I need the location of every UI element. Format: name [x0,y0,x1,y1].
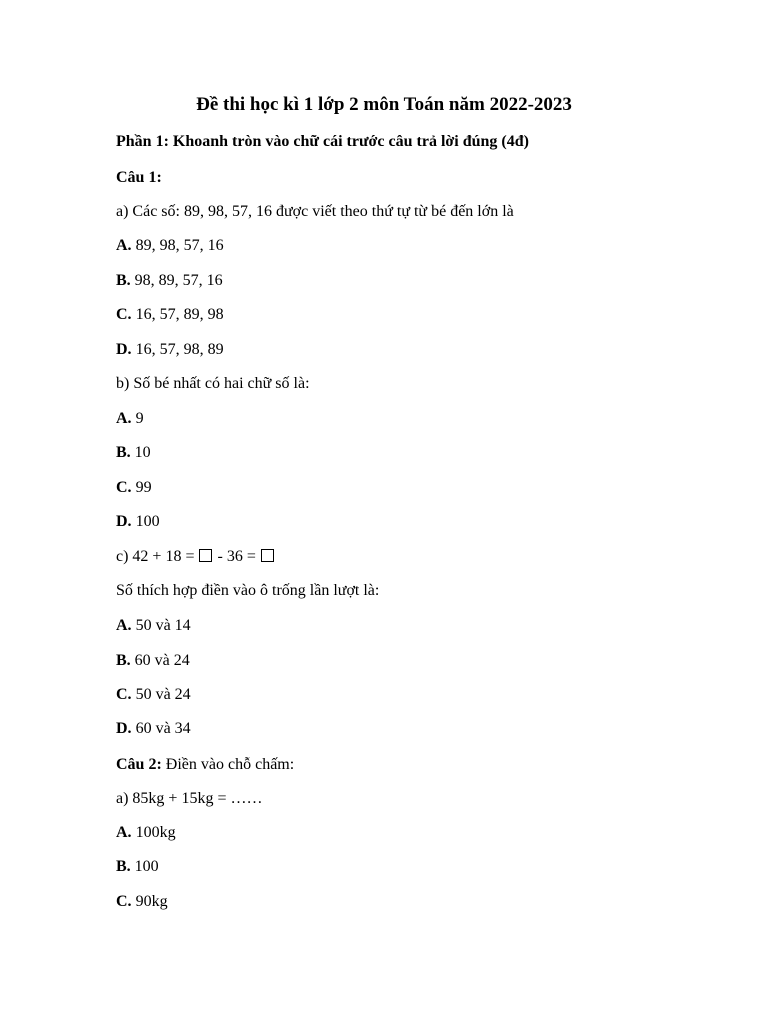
q2-label: Câu 2: [116,756,162,773]
option-text: 89, 98, 57, 16 [131,237,224,254]
q1a-option-c [116,304,224,326]
option-text: 9 [131,410,144,427]
option-text: 98, 89, 57, 16 [130,272,223,289]
option-text: 60 và 34 [131,720,191,737]
option-text: 60 và 24 [130,652,190,669]
option-text: 16, 57, 89, 98 [131,306,224,323]
option-letter: C. [116,893,132,910]
q1c-prompt: Số thích hợp điền vào ô trống lần lượt là: [116,582,380,599]
blank-box-icon [261,549,274,562]
option-text: 90kg [131,893,168,910]
option-letter: B. [116,858,131,875]
option-letter: B. [116,652,131,669]
option-letter: A. [116,617,132,634]
option-text: 100 [131,513,160,530]
expression-part: - 36 = [213,548,260,565]
q1c-option-d [116,718,191,740]
document-title: Đề thi học kì 1 lớp 2 môn Toán năm 2022-2023 [196,94,572,115]
option-letter: C. [116,306,132,323]
q1a-option-b [116,270,223,292]
option-text: 16, 57, 98, 89 [131,341,224,358]
option-letter: B. [116,444,131,461]
part1-heading: Phần 1: Khoanh tròn vào chữ cái trước câu trả lời đúng (4đ) [116,133,529,150]
option-text: 50 và 24 [131,686,191,703]
option-text: 50 và 14 [131,617,191,634]
q1c-option-c [116,684,191,706]
option-letter: A. [116,824,132,841]
q2a-option-a [116,822,176,844]
q1a-option-d [116,339,224,361]
option-text: 99 [131,479,152,496]
q2a-option-c [116,891,168,913]
q1-heading: Câu 1: [116,169,162,186]
q1c-expression [116,546,275,568]
q1c-option-b [116,650,190,672]
option-letter: D. [116,341,132,358]
option-text: 10 [130,444,151,461]
expression-part: c) 42 + 18 = [116,548,199,565]
blank-box-icon [199,549,212,562]
q1b-question: b) Số bé nhất có hai chữ số là: [116,375,310,392]
q1a-question: a) Các số: 89, 98, 57, 16 được viết theo thứ tự từ bé đến lớn là [116,203,514,220]
option-letter: C. [116,686,132,703]
q1b-option-d [116,511,160,533]
q1a-option-a [116,235,224,257]
option-letter: A. [116,237,132,254]
option-letter: A. [116,410,132,427]
q1b-option-a [116,408,144,430]
q2a-question: a) 85kg + 15kg = …… [116,790,263,807]
q1c-option-a [116,615,191,637]
q1b-option-b [116,442,151,464]
q2-instruction: Điền vào chỗ chấm: [161,756,295,773]
q2a-option-b [116,856,159,878]
q2-heading [116,754,294,776]
option-letter: C. [116,479,132,496]
option-letter: B. [116,272,131,289]
option-letter: D. [116,720,132,737]
option-text: 100 [130,858,159,875]
option-letter: D. [116,513,132,530]
q1b-option-c [116,477,152,499]
option-text: 100kg [131,824,176,841]
